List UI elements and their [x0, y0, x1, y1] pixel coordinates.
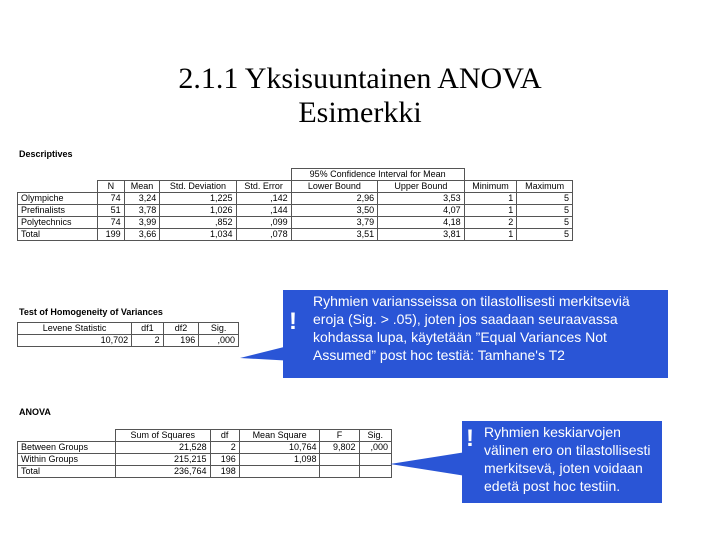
descriptives-cell: 3,53: [378, 193, 465, 205]
descriptives-cell: 1: [464, 193, 517, 205]
descriptives-cell: 3,50: [291, 205, 378, 217]
descriptives-col-header: N: [98, 181, 125, 193]
descriptives-col-header: Upper Bound: [378, 181, 465, 193]
descriptives-cell: ,078: [236, 229, 291, 241]
descriptives-cell: 199: [98, 229, 125, 241]
page-subtitle: Esimerkki: [298, 96, 422, 129]
callout-anova-text: Ryhmien keskiarvojen välinen ero on tilastollisesti merkitsevä, joten voidaan edetä post hoc testiin.: [484, 424, 651, 494]
descriptives-row-header: Prefinalists: [18, 205, 98, 217]
descriptives-cell: 1: [464, 205, 517, 217]
anova-cell: 215,215: [115, 454, 210, 466]
callout2-pointer: [390, 452, 466, 476]
levene-cell: 196: [163, 335, 199, 347]
anova-cell: 9,802: [320, 442, 359, 454]
anova-row-header: Within Groups: [18, 454, 116, 466]
descriptives-col-header: Std. Error: [236, 181, 291, 193]
descriptives-label: Descriptives: [19, 149, 73, 159]
descriptives-col-header: Lower Bound: [291, 181, 378, 193]
descriptives-row-header: Total: [18, 229, 98, 241]
descriptives-cell: 3,66: [124, 229, 160, 241]
anova-cell: 21,528: [115, 442, 210, 454]
descriptives-cell: 2: [464, 217, 517, 229]
descriptives-cell: 1,026: [160, 205, 236, 217]
descriptives-cell: 74: [98, 217, 125, 229]
descriptives-cell: 4,07: [378, 205, 465, 217]
anova-label: ANOVA: [19, 407, 51, 417]
descriptives-row-header: Olympiche: [18, 193, 98, 205]
levene-label: Test of Homogeneity of Variances: [19, 307, 163, 317]
descriptives-cell: 3,81: [378, 229, 465, 241]
ci-header: 95% Confidence Interval for Mean: [291, 169, 464, 181]
descriptives-cell: 74: [98, 193, 125, 205]
levene-col-header: df2: [163, 323, 199, 335]
descriptives-row-header: Polytechnics: [18, 217, 98, 229]
descriptives-cell: ,144: [236, 205, 291, 217]
descriptives-col-header: Mean: [124, 181, 160, 193]
anova-col-header: Mean Square: [239, 430, 320, 442]
anova-cell: 196: [210, 454, 239, 466]
descriptives-cell: 5: [517, 205, 573, 217]
descriptives-cell: 3,51: [291, 229, 378, 241]
descriptives-col-header: Std. Deviation: [160, 181, 236, 193]
anova-row-header: Between Groups: [18, 442, 116, 454]
descriptives-cell: 3,99: [124, 217, 160, 229]
levene-col-header: Levene Statistic: [18, 323, 132, 335]
callout-variances: [283, 290, 668, 378]
descriptives-cell: 5: [517, 229, 573, 241]
descriptives-cell: 1,225: [160, 193, 236, 205]
descriptives-cell: 4,18: [378, 217, 465, 229]
callout-variances-text: Ryhmien variansseissa on tilastollisesti merkitseviä eroja (Sig. > .05), joten jos saadaan seuraavassa kohdassa lupa, käytetään ”Equal Variances Not Assumed” post hoc testiä: Tamhane's T2: [313, 293, 630, 363]
anova-row-header: Total: [18, 466, 116, 478]
descriptives-cell: 3,78: [124, 205, 160, 217]
levene-col-header: Sig.: [199, 323, 239, 335]
anova-cell: ,000: [359, 442, 391, 454]
descriptives-cell: ,852: [160, 217, 236, 229]
descriptives-cell: 1: [464, 229, 517, 241]
descriptives-cell: 5: [517, 193, 573, 205]
levene-cell: 10,702: [18, 335, 132, 347]
anova-cell: 198: [210, 466, 239, 478]
levene-cell: 2: [132, 335, 164, 347]
page-title: 2.1.1 Yksisuuntainen ANOVA: [178, 62, 542, 95]
descriptives-cell: ,099: [236, 217, 291, 229]
anova-cell: 236,764: [115, 466, 210, 478]
descriptives-cell: 3,79: [291, 217, 378, 229]
descriptives-cell: 3,24: [124, 193, 160, 205]
callout-anova: [462, 421, 662, 503]
anova-cell: 2: [210, 442, 239, 454]
levene-col-header: df1: [132, 323, 164, 335]
descriptives-col-header: Maximum: [517, 181, 573, 193]
anova-cell: 10,764: [239, 442, 320, 454]
descriptives-col-header: Minimum: [464, 181, 517, 193]
descriptives-cell: 51: [98, 205, 125, 217]
levene-cell: ,000: [199, 335, 239, 347]
descriptives-cell: 2,96: [291, 193, 378, 205]
anova-cell: 1,098: [239, 454, 320, 466]
exclamation-icon: !: [289, 308, 297, 335]
anova-col-header: Sig.: [359, 430, 391, 442]
descriptives-cell: 5: [517, 217, 573, 229]
anova-col-header: df: [210, 430, 239, 442]
descriptives-cell: ,142: [236, 193, 291, 205]
exclamation-icon: !: [466, 425, 474, 452]
descriptives-cell: 1,034: [160, 229, 236, 241]
anova-col-header: Sum of Squares: [115, 430, 210, 442]
anova-col-header: F: [320, 430, 359, 442]
